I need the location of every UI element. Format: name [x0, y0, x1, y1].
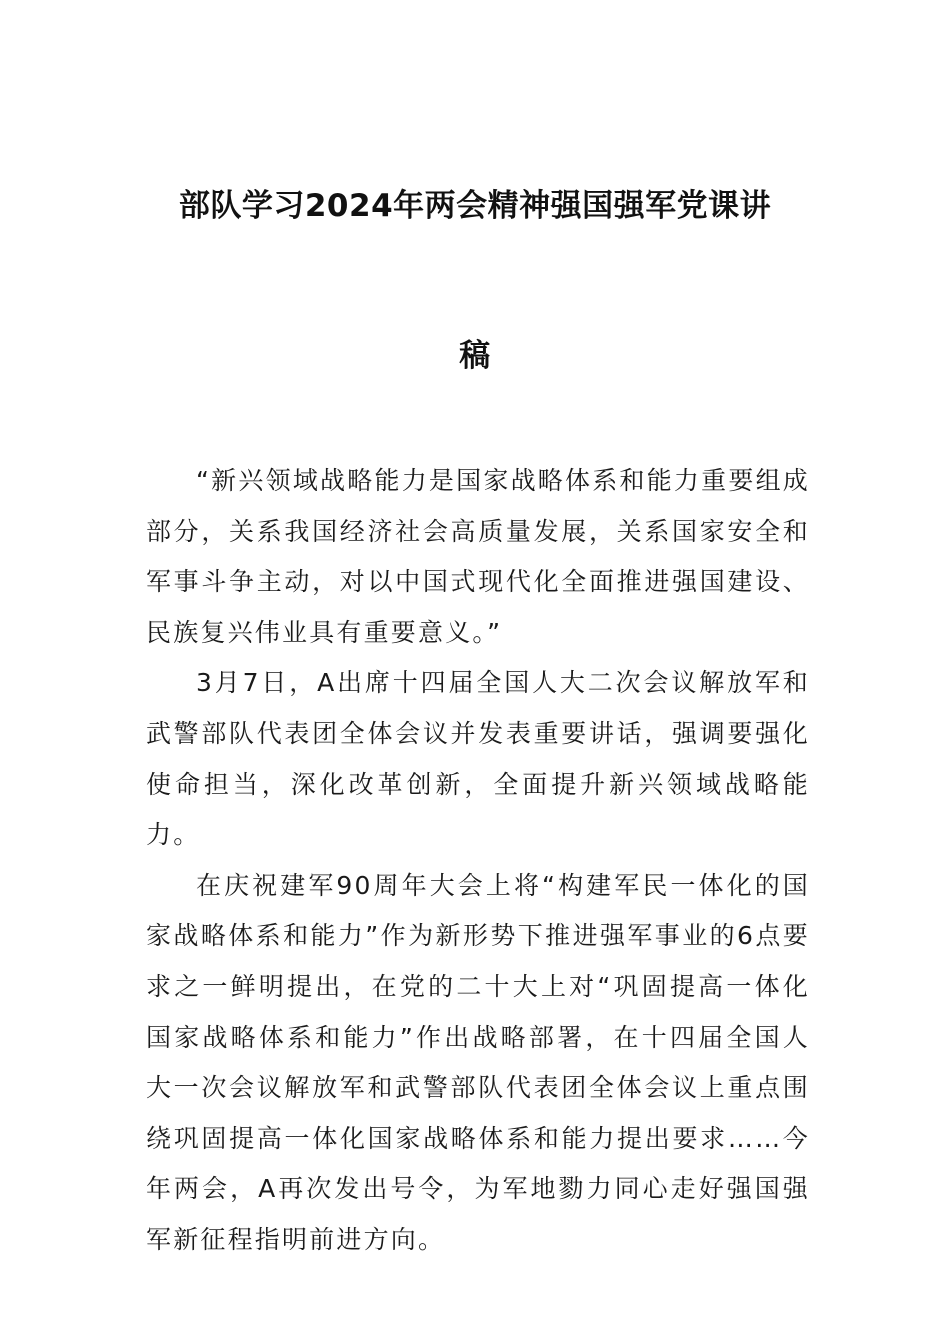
document-title-line2: 稿: [459, 338, 491, 374]
paragraph-2: 3月7日，A出席十四届全国人大二次会议解放军和武警部队代表团全体会议并发表重要讲话，强调要强化使命担当，深化改革创新，全面提升新兴领域战略能力。: [146, 668, 810, 850]
paragraph-3: 在庆祝建军90周年大会上将“构建军民一体化的国家战略体系和能力”作为新形势下推进强军事业的6点要求之一鲜明提出，在党的二十大上对“巩固提高一体化国家战略体系和能力”作出战略部署，在十四届全国人大一次会议解放军和武警部队代表团全体会议上重点围绕巩固提高一体化国家战略体系和能力提出要求……今年两会，A再次发出号令，为军地勠力同心走好强国强军新征程指明前进方向。: [146, 870, 810, 1254]
document-title-line1: 部队学习2024年两会精神强国强军党课讲: [178, 188, 772, 224]
paragraph-1: “新兴领域战略能力是国家战略体系和能力重要组成部分，关系我国经济社会高质量发展，关系国家安全和军事斗争主动，对以中国式现代化全面推进强国建设、民族复兴伟业具有重要意义。”: [146, 466, 810, 647]
document-body: [146, 456, 810, 1266]
